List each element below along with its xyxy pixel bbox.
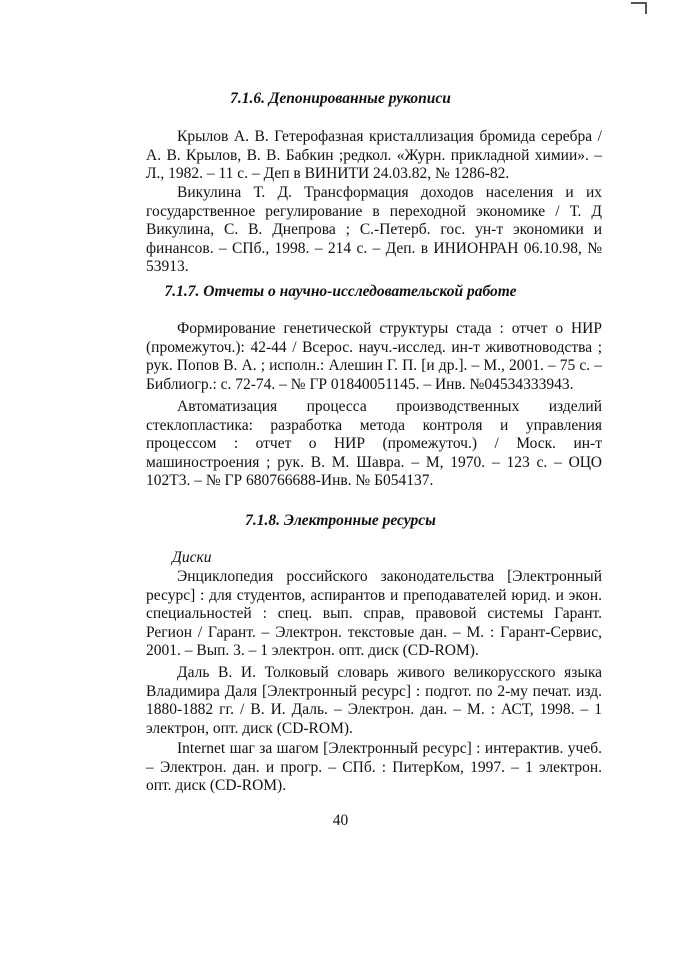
bibliography-entry: Формирование генетической структуры стада : отчет о НИР (промежуточ.): 42-44 / Всерос. науч.-исслед. ин-т животноводства ; рук. Попов В. А. ; исполн.: Алешин Г. П. [и др.]. – М., 2001. – 75 с. – Библиогр.: с. 72-74. – № ГР 01840051145. – Инв. №04534333943.: [146, 320, 602, 393]
section-heading-research-reports: 7.1.7. Отчеты о научно-исследовательской работе: [164, 283, 517, 300]
scan-corner-mark: [631, 2, 647, 14]
bibliography-entry: Даль В. И. Толковый словарь живого великорусского языка Владимира Даля [Электронный ресурс] : подгот. по 2-му печат. изд. 1880-1882 гг. / В. И. Даль. – Электрон. дан. – М. : АСТ, 1998. – 1 электрон, опт. диск (CD-ROM).: [146, 664, 602, 737]
subsection-heading-disks: Диски: [172, 549, 212, 566]
bibliography-entry: Автоматизация процесса производственных изделий стеклопластика: разработка метода контроля и управления процессом : отчет о НИР (промежуточ.) / Моск. ин-т машиностроения ; рук. В. М. Шавра. – М, 1970. – 123 с. – ОЦО 102Т3. – № ГР 680766688-Инв. № Б054137.: [146, 398, 602, 490]
section-heading-electronic-resources: 7.1.8. Электронные ресурсы: [245, 512, 436, 529]
bibliography-entry: Internet шаг за шагом [Электронный ресурс] : интерактив. учеб. – Электрон. дан. и прогр. – СПб. : ПитерКом, 1997. – 1 электрон. опт. диск (CD-ROM).: [146, 740, 602, 795]
bibliography-entry: Энциклопедия российского законодательства [Электронный ресурс] : для студентов, аспирантов и преподавателей юрид. и экон. специальностей : спец. вып. справ, правовой системы Гарант. Регион / Гарант. – Электрон. текстовые дан. – М. : Гарант-Сервис, 2001. – Вып. 3. – 1 электрон. опт. диск (CD-ROM).: [146, 568, 602, 660]
section-heading-deposited-manuscripts: 7.1.6. Депонированные рукописи: [230, 90, 451, 107]
bibliography-entry: Викулина Т. Д. Трансформация доходов населения и их государственное регулирование в переходной экономике / Т. Д Викулина, С. В. Днепрова ; С.-Петерб. гос. ун-т экономики и финансов. – СПб., 1998. – 214 с. – Деп. в ИНИОНРАН 06.10.98, № 53913.: [146, 184, 602, 276]
bibliography-entry: Крылов А. В. Гетерофазная кристаллизация бромида серебра / А. В. Крылов, В. В. Бабкин ;редкол. «Журн. прикладной химии». – Л., 1982. – 11 с. – Деп в ВИНИТИ 24.03.82, № 1286-82.: [146, 128, 602, 183]
page-number: 40: [332, 812, 349, 829]
